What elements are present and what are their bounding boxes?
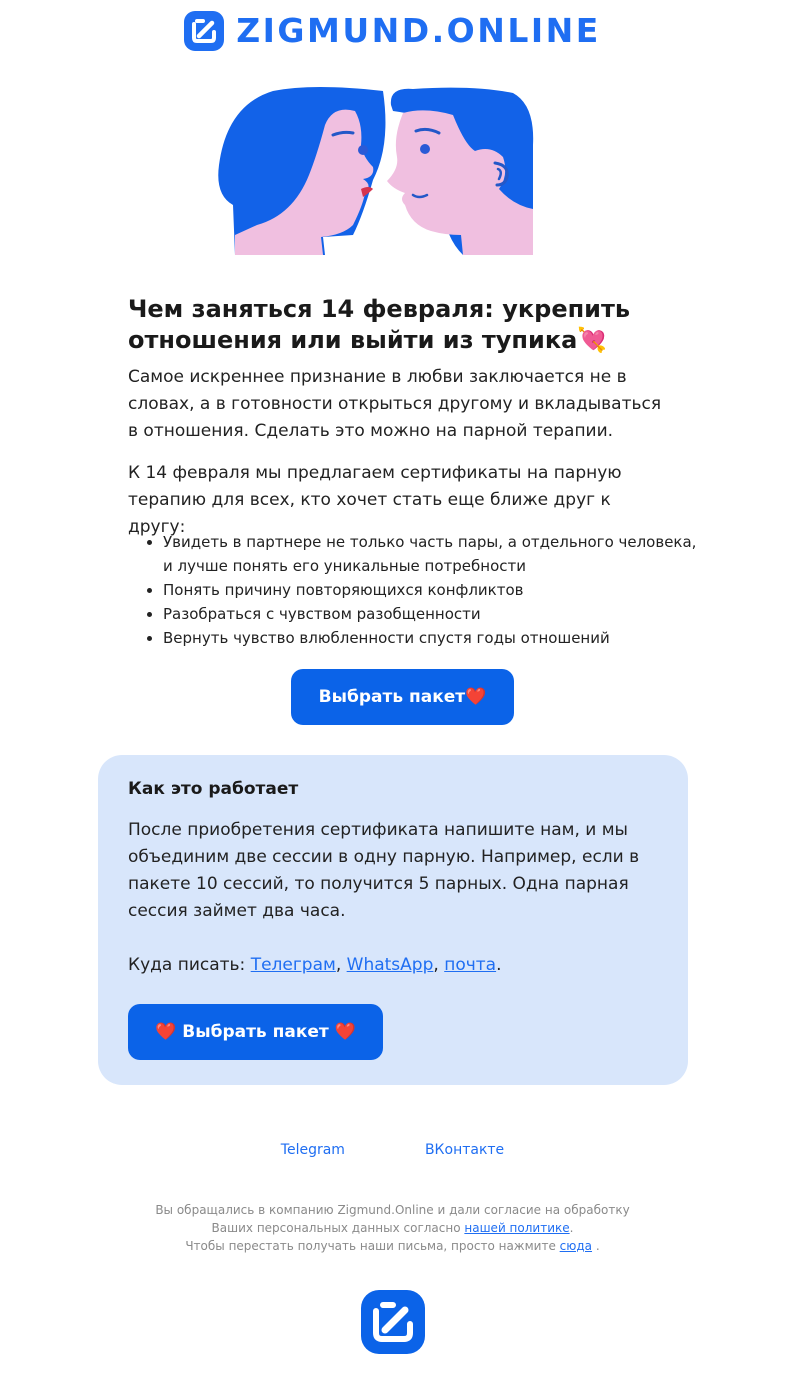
social-telegram-link[interactable]: Telegram [280, 1142, 345, 1158]
legal-footer [140, 1201, 645, 1255]
period: . [496, 955, 502, 975]
email-link[interactable]: почта [444, 955, 497, 975]
brand-name: ZIGMUND.ONLINE [236, 11, 601, 50]
social-vk-link[interactable]: ВКонтакте [424, 1142, 505, 1158]
unsubscribe-link[interactable]: сюда [559, 1239, 593, 1253]
unsubscribe-text: Чтобы перестать получать наши письма, просто нажмите [185, 1239, 560, 1253]
telegram-link[interactable]: Телеграм [250, 955, 336, 975]
header-logo[interactable] [0, 11, 785, 51]
list-item: • Разобраться с чувством разобщенности [163, 602, 703, 626]
footer-logo-icon[interactable] [361, 1290, 425, 1354]
whatsapp-link[interactable]: WhatsApp [346, 955, 434, 975]
legal-period: . [569, 1221, 574, 1235]
contact-prefix: Куда писать: [128, 955, 251, 975]
list-item: • Понять причину повторяющихся конфликтов [163, 578, 703, 602]
privacy-policy-link[interactable]: нашей политике [464, 1221, 570, 1235]
legal-text: Вы обращались в компанию Zigmund.Online и дали согласие на обработку Ваших персональных данных согласно [155, 1203, 630, 1235]
contact-line [128, 952, 668, 979]
benefits-list [128, 530, 703, 650]
email-title: Чем заняться 14 февраля: укрепить отношения или выйти из тупика💘 [128, 295, 631, 354]
card-text: После приобретения сертификата напишите нам, и мы объединим две сессии в одну парную. Например, если в пакете 10 сессий, то получится 5 парных. Одна парная сессия займет два часа. [128, 820, 640, 921]
choose-package-button-card[interactable]: ❤️ Выбрать пакет ❤️ [128, 1004, 383, 1060]
choose-package-button[interactable]: Выбрать пакет❤️ [291, 669, 514, 725]
couple-faces-illustration [213, 85, 535, 255]
separator: , [335, 955, 347, 975]
card-title: Как это работает [128, 779, 299, 799]
list-item: • Вернуть чувство влюбленности спустя годы отношений [163, 626, 703, 650]
zigmund-logo-icon [184, 11, 224, 51]
list-item: • Увидеть в партнере не только часть пары, а отдельного человека, и лучше понять его уникальные потребности [163, 530, 703, 578]
offer-paragraph: К 14 февраля мы предлагаем сертификаты на парную терапию для всех, кто хочет стать еще ближе друг к другу: [128, 463, 622, 537]
intro-paragraph: Самое искреннее признание в любви заключается не в словах, а в готовности открыться другому и вкладываться в отношения. Сделать это можно на парной терапии. [128, 367, 662, 441]
unsubscribe-period: . [592, 1239, 600, 1253]
social-links [0, 1140, 785, 1160]
separator: , [433, 955, 445, 975]
